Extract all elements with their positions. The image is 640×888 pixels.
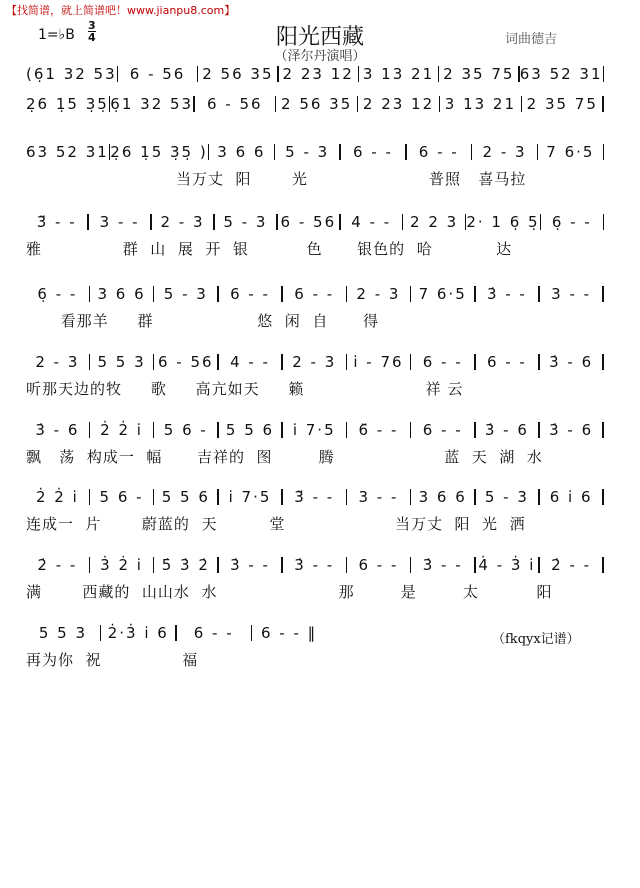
measure: 6 - 56 (206, 95, 263, 113)
measure: 2 - 3 (35, 353, 80, 371)
notes-line (26, 142, 604, 162)
measure: 3̇ - - (486, 285, 527, 303)
transcriber-credit: （fkqyx记谱） (492, 632, 580, 647)
barline (603, 66, 605, 82)
measure: 3̇ - 6 (549, 421, 594, 439)
measure: 3 - - (99, 213, 140, 231)
measure: 5̇ 3̇ 2̇ (161, 556, 210, 574)
site-banner[interactable]: 【找简谱，就上简谱吧！www.jianpu8.com】 (6, 4, 236, 17)
measure: 6 - - (358, 556, 399, 574)
measure: 3̇ - - (230, 556, 270, 574)
measure: 2 56 35 (281, 95, 353, 113)
measure: 3 6 6 (418, 488, 467, 506)
measure: 4 - - (230, 353, 270, 371)
score-row (26, 420, 604, 467)
measure: 6̣1 32 53 (110, 95, 194, 113)
measure: 3̇ - 6 (35, 421, 80, 439)
measure: 2 23 12 (362, 95, 435, 113)
composer: 词曲德吉 (505, 32, 558, 47)
key-signature: 1=♭B (38, 27, 75, 43)
lyrics-line: 看那羊 群 悠 闲 自 得 (26, 312, 379, 330)
measure: 6 i̇ 6 (549, 488, 593, 506)
measure: 2· 1 6̣ 5̣ (466, 213, 540, 231)
notes-line (26, 420, 604, 440)
measure: i̇ 7·5 (228, 488, 272, 506)
measure: 6 - - (353, 143, 393, 161)
measure: 3 - - (551, 285, 592, 303)
measure: 3 13 21 (362, 65, 435, 83)
lyrics-line: 飘 荡 构成一 幅 吉祥的 图 腾 蓝 天 湖 水 (26, 448, 543, 466)
notes-line (26, 212, 604, 232)
measure: 6 - - (486, 353, 527, 371)
measure: 2 - 3 (356, 285, 401, 303)
notes-line (26, 555, 604, 575)
lyrics-line: 满 西藏的 山山水 水 那 是 太 阳 (26, 583, 553, 601)
measure: 2 56 35 (202, 65, 274, 83)
lyrics-line: 听那天边的牧 歌 高亢如天 籁 祥 云 (26, 380, 464, 398)
measure: 2 - 3 (160, 213, 205, 231)
barline (603, 144, 605, 160)
score-row (26, 94, 604, 120)
measure: 2̣6 1̣5 3̣5̣ (26, 95, 109, 113)
measure: 3 6 6 (217, 143, 266, 161)
measure: 5 5 3 (97, 353, 146, 371)
measure: 2 - 3 (292, 353, 337, 371)
measure: i̇ 7·5 (292, 421, 336, 439)
measure: 2̇·3̇ i̇ 6 (107, 624, 169, 642)
time-bottom: 4 (88, 31, 96, 44)
notes-line (26, 64, 604, 84)
measure: 63 52 31 (26, 143, 109, 161)
measure: 7 6·5 (546, 143, 595, 161)
measure: 4 - - (351, 213, 392, 231)
measure: 7 6·5 (418, 285, 467, 303)
measure: 3̇ - - (294, 556, 335, 574)
measure: 6 - - (294, 285, 335, 303)
lyrics-line: 当万丈 阳 光 普照 喜马拉 (26, 170, 527, 188)
notes-line (26, 487, 604, 507)
measure: 2̇ - - (37, 556, 78, 574)
measure: 2̇ - - (551, 556, 592, 574)
measure: 5 5 6 (225, 421, 275, 439)
measure: 2 2 3 (410, 213, 459, 231)
measure: 6̈ - - (358, 421, 399, 439)
score-row (26, 352, 604, 399)
measure: 2 35 75 (526, 95, 598, 113)
measure: 3̇ 2̇ i̇ (100, 556, 143, 574)
barline (602, 557, 604, 573)
measure: 5 5 6 (161, 488, 210, 506)
measure: 5 - 3 (223, 213, 268, 231)
score-row (26, 142, 604, 189)
barline (602, 286, 604, 302)
measure: 2̇ 2̇ i̇ (100, 421, 143, 439)
measure: 6 - 56 (158, 353, 214, 371)
measure: 6 - - (422, 421, 463, 439)
barline (602, 489, 604, 505)
time-top: 3 (88, 19, 96, 32)
measure: 6 - - (422, 353, 463, 371)
barline (602, 354, 604, 370)
song-title: 阳光西藏 (275, 25, 364, 50)
score-row (26, 487, 604, 534)
measure: 63 52 31 (519, 65, 603, 83)
measure: 2 23 12 (282, 65, 354, 83)
measure: 2 35 75 (443, 65, 515, 83)
measure: 5 6 - (163, 421, 208, 439)
barline (602, 96, 604, 112)
measure: i̇ - 76 (353, 353, 404, 371)
measure: 6̣ - - (37, 285, 78, 303)
singer: （泽尔丹演唱） (274, 49, 366, 64)
measure: 6 - - (193, 624, 234, 642)
measure: 5 6 - (99, 488, 144, 506)
notes-line (26, 94, 604, 114)
measure: 6̣ - - (551, 213, 592, 231)
measure: 3̇ - 6 (549, 353, 594, 371)
score-row (26, 64, 604, 90)
score-row (26, 623, 326, 670)
measure: 3̈ - - (36, 213, 77, 231)
notes-line (26, 623, 326, 643)
measure: 6 - 56 (280, 213, 337, 231)
measure: (6̣1 32 53 (26, 65, 117, 83)
measure: 3̈ - - (294, 488, 335, 506)
measure: 3 6 6 (97, 285, 146, 303)
lyrics-line: 雅 群 山 展 开 银 色 银色的 哈 达 (26, 240, 513, 258)
measure: 2̇ 2̇ i̇ (35, 488, 79, 506)
measure: 6 - - (230, 285, 270, 303)
notes-line (26, 352, 604, 372)
notes-line (26, 284, 604, 304)
lyrics-line: 再为你 祝 福 (26, 651, 199, 669)
measure: 5 5 3 (38, 624, 88, 642)
measure: 6 - - ‖ (260, 624, 318, 642)
score-row (26, 555, 604, 602)
measure: 3̇ - - (422, 556, 463, 574)
barline (602, 422, 604, 438)
measure: 5 - 3 (285, 143, 330, 161)
measure: 6 - - (418, 143, 459, 161)
measure: 4̇ - 3̇ i̇ (478, 556, 536, 574)
measure: 5 - 3 (484, 488, 529, 506)
score-row (26, 284, 604, 331)
measure: 3̇ - 6 (484, 421, 529, 439)
measure: 3 13 21 (444, 95, 517, 113)
barline (603, 214, 605, 230)
measure: 3 - - (358, 488, 399, 506)
lyrics-line: 连成一 片 蔚蓝的 天 堂 当万丈 阳 光 洒 (26, 515, 526, 533)
measure: 6 - 56 (129, 65, 186, 83)
measure: 5 - 3 (163, 285, 208, 303)
measure: 2 - 3 (482, 143, 527, 161)
measure: 2̣6 1̣5 3̣5̣ ) (110, 143, 208, 161)
score-row (26, 212, 604, 259)
